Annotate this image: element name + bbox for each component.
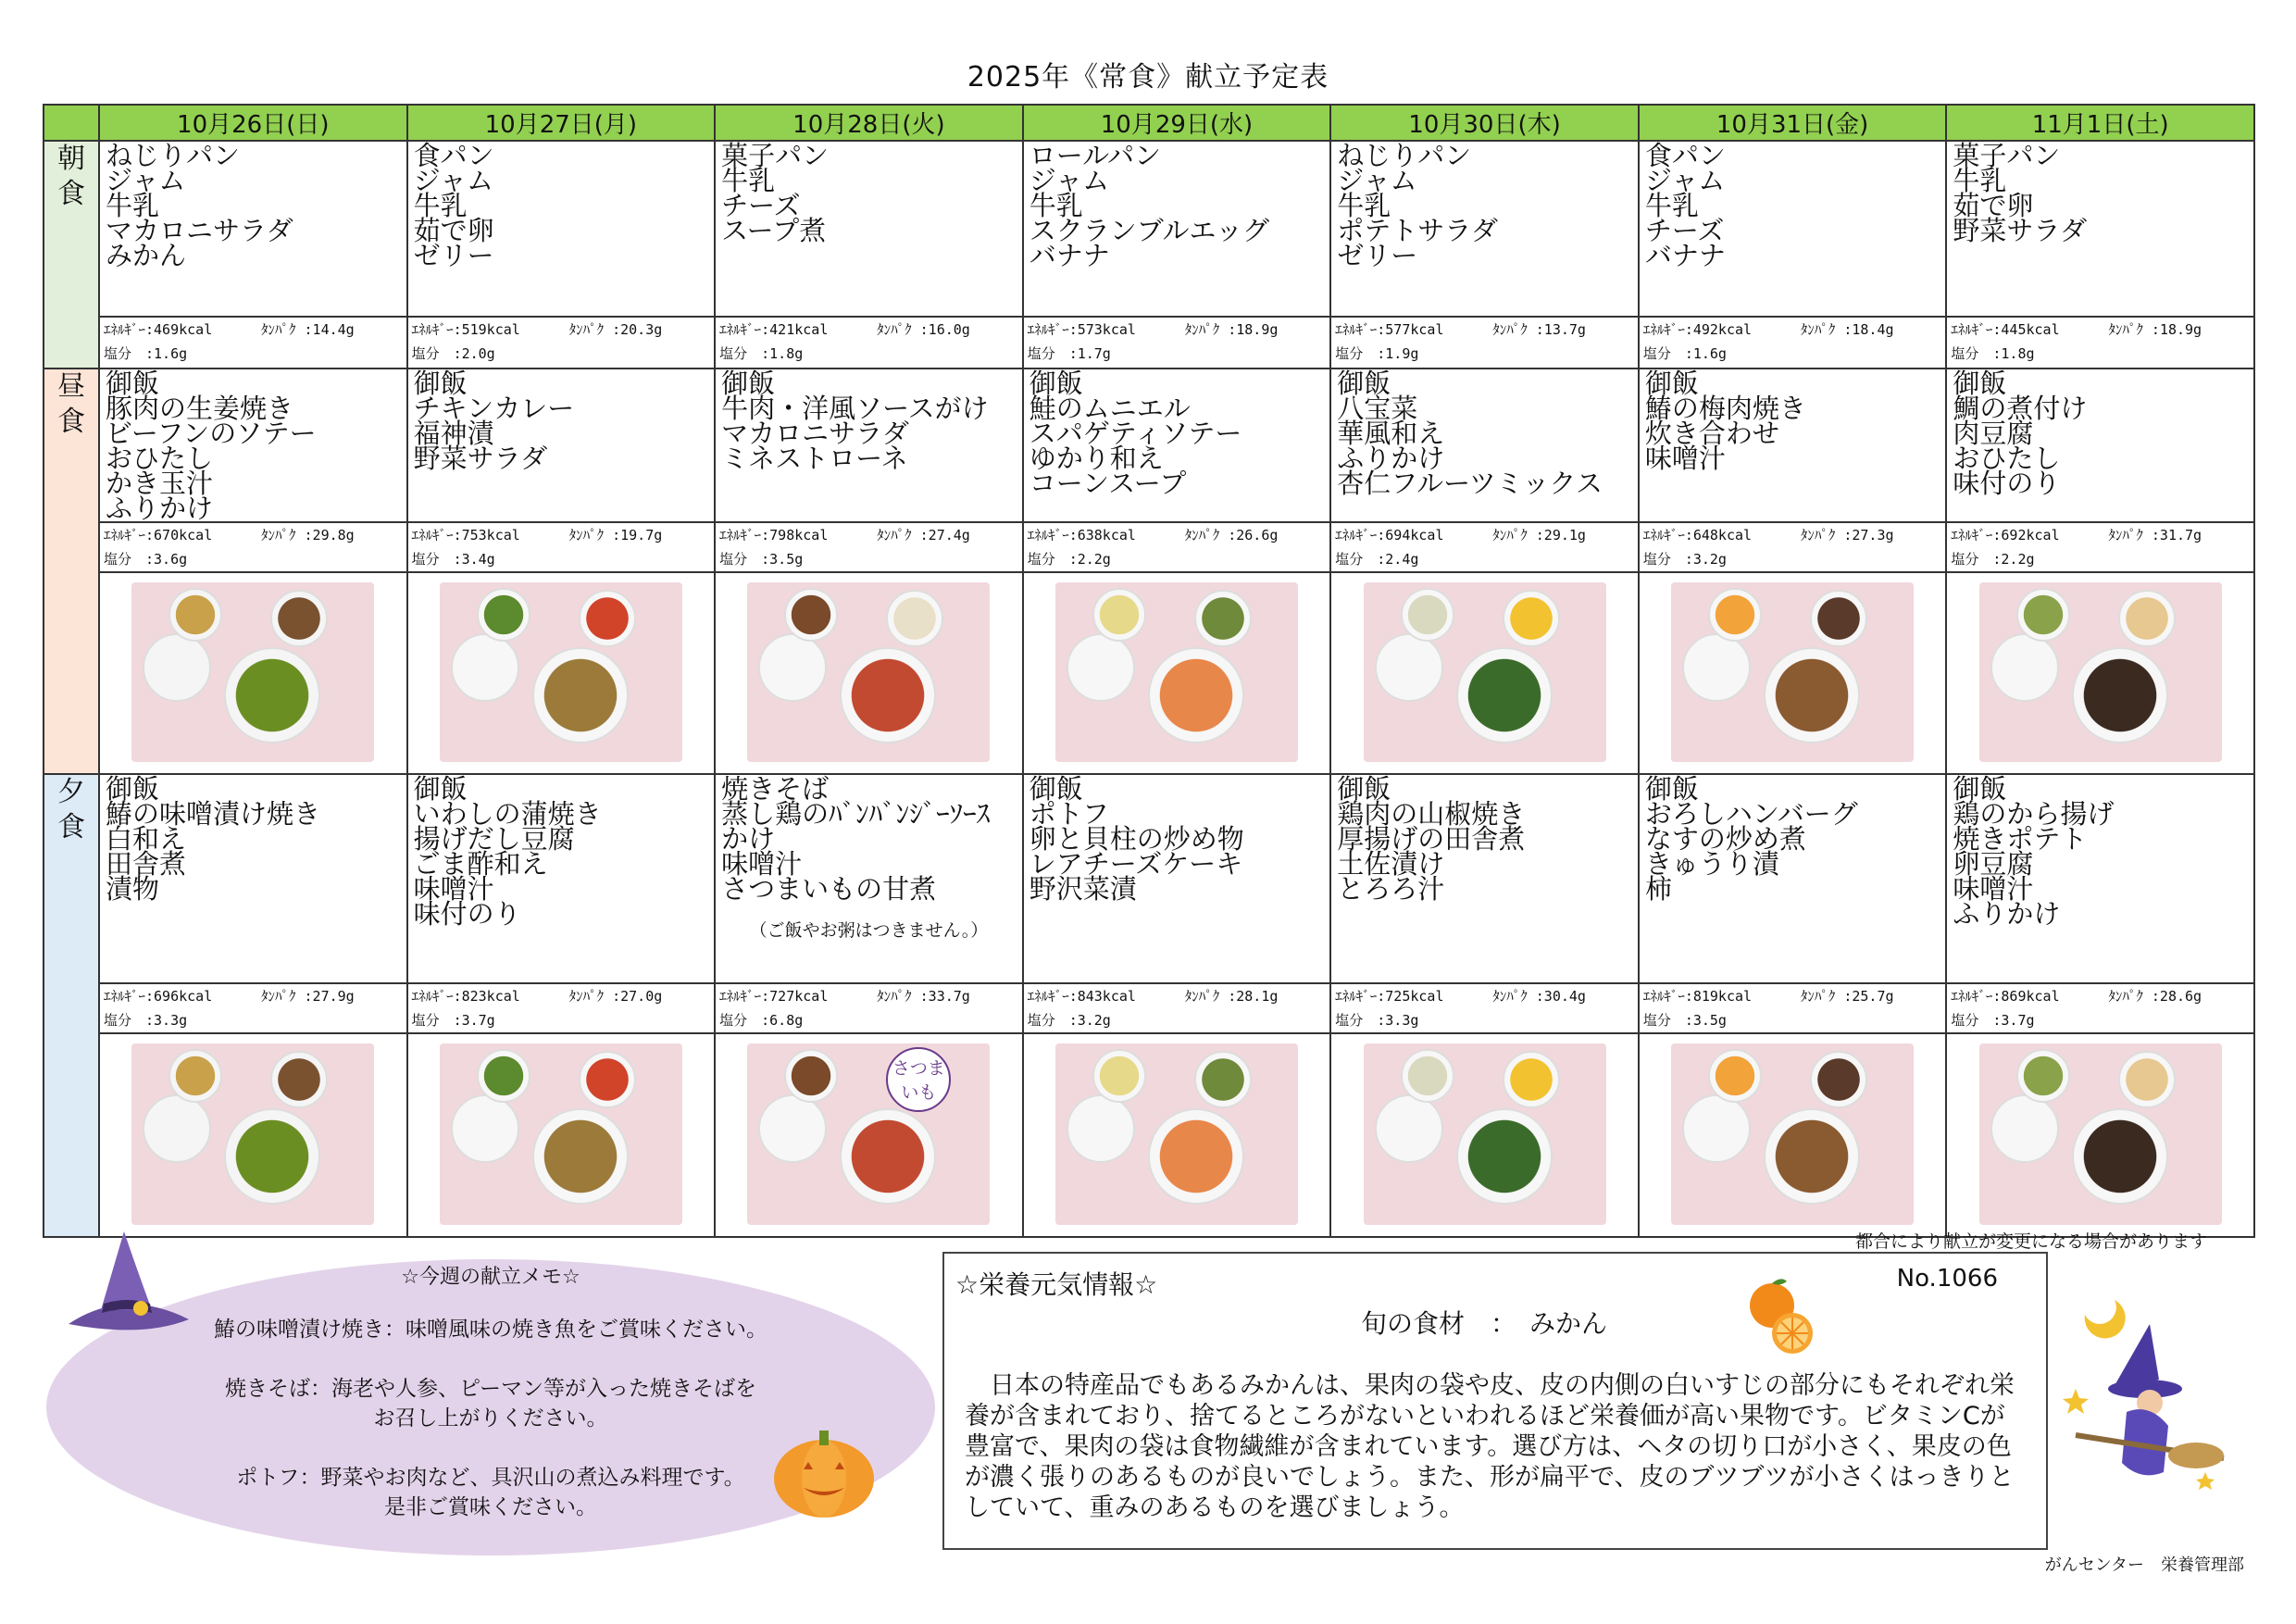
meal-photo <box>1671 582 1914 762</box>
lunch-photo-cell <box>99 572 407 774</box>
dinner-items: 御飯 鶏肉の山椒焼き 厚揚げの田舎煮 土佐漬け とろろ汁 <box>1337 773 1526 905</box>
lunch-items-cell <box>1330 369 1639 522</box>
protein-value: ﾀﾝﾊﾟｸ :20.3g <box>568 321 663 338</box>
lunch-items-cell <box>1639 369 1947 522</box>
breakfast-items-cell <box>1946 141 2254 317</box>
memo-text: 鰆の味噌漬け焼き：味噌風味の焼き魚をご賞味ください。 焼きそば：海老や人参、ピーマン等が入った焼きそばを お召し上がりください。 ポトフ：野菜やお肉など、具沢山の煮込み料理です。 是非ご賞味ください。 <box>214 1318 767 1519</box>
lunch-nutrition-cell <box>1330 522 1639 572</box>
breakfast-menu-row <box>44 141 2254 317</box>
lunch-photo-cell <box>1946 572 2254 774</box>
meal-photo <box>131 1043 374 1225</box>
protein-value: ﾀﾝﾊﾟｸ :30.4g <box>1492 988 1586 1005</box>
page-title: 2025年《常食》献立予定表 <box>967 61 1329 94</box>
lunch-items: 御飯 鰆の梅肉焼き 炊き合わせ 味噌汁 <box>1644 368 1806 474</box>
dinner-photo-cell <box>99 1033 407 1237</box>
meal-photo <box>1364 1043 1606 1225</box>
breakfast-items: 菓子パン 牛乳 茹で卵 野菜サラダ <box>1953 140 2088 246</box>
dish-image <box>1503 1051 1560 1108</box>
dish-image <box>1092 1049 1146 1103</box>
day-header: 10月30日(木) <box>1330 105 1639 141</box>
dish-image <box>1810 590 1867 647</box>
protein-value: ﾀﾝﾊﾟｸ :33.7g <box>877 988 970 1005</box>
dish-image <box>270 590 328 647</box>
dish-image <box>1682 1094 1751 1163</box>
salt-value: 塩分 :3.2g <box>1642 551 1727 568</box>
salt-value: 塩分 :1.7g <box>1027 345 1111 362</box>
lunch-nutrition-cell <box>1639 522 1947 572</box>
dish-image <box>2118 590 2176 647</box>
meal-photo <box>1055 582 1298 762</box>
protein-value: ﾀﾝﾊﾟｸ :27.4g <box>877 527 970 543</box>
energy-value: ｴﾈﾙｷﾞｰ:725kcal <box>1335 988 1444 1005</box>
protein-value: ﾀﾝﾊﾟｸ :28.6g <box>2108 988 2202 1005</box>
breakfast-items-cell <box>99 141 407 317</box>
lunch-menu-row <box>44 369 2254 522</box>
dinner-items-cell <box>715 774 1023 983</box>
dish-image <box>1990 1094 2059 1163</box>
dinner-note: （ご飯やお粥はつきません。） <box>749 920 989 941</box>
energy-value: ｴﾈﾙｷﾞｰ:823kcal <box>411 988 520 1005</box>
meal-photo <box>747 1043 990 1225</box>
dinner-nutrition-cell <box>1023 983 1331 1033</box>
dish-image <box>224 1108 320 1205</box>
dish-image <box>143 633 211 702</box>
dish-image <box>1764 647 1860 743</box>
breakfast-nutrition-row <box>44 317 2254 369</box>
salt-value: 塩分 :3.5g <box>719 551 804 568</box>
day-header: 10月26日(日) <box>99 105 407 141</box>
dish-image <box>1194 1051 1252 1108</box>
dish-image <box>758 1094 827 1163</box>
salt-value: 塩分 :3.7g <box>411 1012 495 1029</box>
dinner-items-cell <box>1639 774 1947 983</box>
energy-value: ｴﾈﾙｷﾞｰ:519kcal <box>411 321 520 338</box>
protein-value: ﾀﾝﾊﾟｸ :27.0g <box>568 988 663 1005</box>
dish-image <box>168 588 222 642</box>
dish-image <box>1148 1108 1244 1205</box>
lunch-items: 御飯 牛肉・洋風ソースがけ マカロニサラダ ミネストローネ <box>721 368 989 474</box>
salt-value: 塩分 :2.2g <box>1027 551 1111 568</box>
dish-image <box>2118 1051 2176 1108</box>
meal-photo <box>1979 582 2222 762</box>
energy-value: ｴﾈﾙｷﾞｰ:469kcal <box>104 321 213 338</box>
protein-value: ﾀﾝﾊﾟｸ :31.7g <box>2108 527 2202 543</box>
dish-image <box>1092 588 1146 642</box>
date-header-row <box>44 105 2254 141</box>
dish-image <box>886 590 943 647</box>
meal-photo <box>131 582 374 762</box>
dinner-items: 御飯 鶏のから揚げ 焼きポテト 卵豆腐 味噌汁 ふりかけ <box>1953 773 2115 930</box>
meal-photo <box>1671 1043 1914 1225</box>
dinner-photo-cell <box>1639 1033 1947 1237</box>
dish-image <box>2016 1049 2070 1103</box>
lunch-photo-cell <box>1639 572 1947 774</box>
lunch-nutrition-cell <box>1023 522 1331 572</box>
info-number: No.1066 <box>1896 1265 1998 1293</box>
dish-image <box>1990 633 2059 702</box>
dinner-items-cell <box>407 774 716 983</box>
salt-value: 塩分 :2.4g <box>1335 551 1419 568</box>
breakfast-items-cell <box>1023 141 1331 317</box>
lunch-nutrition-cell <box>1946 522 2254 572</box>
lunch-nutrition-cell <box>99 522 407 572</box>
salt-value: 塩分 :3.7g <box>1951 1012 2035 1029</box>
dinner-photo-cell <box>1946 1033 2254 1237</box>
dish-image <box>1148 647 1244 743</box>
dinner-nutrition-cell <box>1946 983 2254 1033</box>
day-header: 10月31日(金) <box>1639 105 1947 141</box>
protein-value: ﾀﾝﾊﾟｸ :29.8g <box>261 527 355 543</box>
lunch-items: 御飯 鯛の煮付け 肉豆腐 おひたし 味付のり <box>1953 368 2088 499</box>
lunch-photo-cell <box>1023 572 1331 774</box>
protein-value: ﾀﾝﾊﾟｸ :28.1g <box>1184 988 1279 1005</box>
protein-value: ﾀﾝﾊﾟｸ :18.9g <box>2108 321 2202 338</box>
salt-value: 塩分 :2.2g <box>1951 551 2035 568</box>
energy-value: ｴﾈﾙｷﾞｰ:843kcal <box>1027 988 1136 1005</box>
dinner-nutrition-cell <box>715 983 1023 1033</box>
salt-value: 塩分 :1.8g <box>1951 345 2035 362</box>
day-header: 10月28日(火) <box>715 105 1023 141</box>
dish-image <box>168 1049 222 1103</box>
lunch-label: 昼 食 <box>44 369 99 774</box>
info-title: ☆栄養元気情報☆ <box>955 1269 1158 1300</box>
protein-value: ﾀﾝﾊﾟｸ :26.6g <box>1184 527 1279 543</box>
dinner-items-cell <box>99 774 407 983</box>
dish-image <box>477 588 530 642</box>
dish-image <box>1764 1108 1860 1205</box>
nutrition-info-box <box>942 1252 2048 1550</box>
salt-value: 塩分 :2.0g <box>411 345 495 362</box>
protein-value: ﾀﾝﾊﾟｸ :14.4g <box>261 321 355 338</box>
breakfast-items-cell <box>407 141 716 317</box>
energy-value: ｴﾈﾙｷﾞｰ:753kcal <box>411 527 520 543</box>
salt-value: 塩分 :3.5g <box>1642 1012 1727 1029</box>
protein-value: ﾀﾝﾊﾟｸ :29.1g <box>1492 527 1586 543</box>
day-header: 10月29日(水) <box>1023 105 1331 141</box>
dinner-nutrition-cell <box>1639 983 1947 1033</box>
salt-value: 塩分 :1.8g <box>719 345 804 362</box>
dish-image <box>1456 1108 1553 1205</box>
dinner-items: 焼きそば 蒸し鶏のﾊﾞﾝﾊﾞﾝｼﾞｰｿｰｽかけ 味噌汁 さつまいもの甘煮 <box>721 773 991 905</box>
salt-value: 塩分 :6.8g <box>719 1012 804 1029</box>
lunch-items: 御飯 豚肉の生姜焼き ビーフンのソテー おひたし かき玉汁 ふりかけ <box>106 368 317 524</box>
dish-image <box>451 633 519 702</box>
dish-image <box>477 1049 530 1103</box>
dinner-nutrition-cell <box>1330 983 1639 1033</box>
dish-image <box>143 1094 211 1163</box>
salt-value: 塩分 :3.3g <box>104 1012 188 1029</box>
breakfast-items: ロールパン ジャム 牛乳 スクランブルエッグ バナナ <box>1029 140 1269 271</box>
energy-value: ｴﾈﾙｷﾞｰ:492kcal <box>1642 321 1753 338</box>
menu-table <box>43 104 2255 1238</box>
lunch-items-cell <box>99 369 407 522</box>
breakfast-items: ねじりパン ジャム 牛乳 マカロニサラダ みかん <box>106 140 293 271</box>
dish-image <box>1708 588 1762 642</box>
energy-value: ｴﾈﾙｷﾞｰ:445kcal <box>1951 321 2060 338</box>
breakfast-items-cell <box>715 141 1023 317</box>
dish-image <box>2072 647 2168 743</box>
energy-value: ｴﾈﾙｷﾞｰ:573kcal <box>1027 321 1136 338</box>
weekly-memo <box>46 1222 935 1565</box>
protein-value: ﾀﾝﾊﾟｸ :19.7g <box>568 527 663 543</box>
energy-value: ｴﾈﾙｷﾞｰ:869kcal <box>1951 988 2060 1005</box>
dinner-items: 御飯 ポトフ 卵と貝柱の炒め物 レアチーズケーキ 野沢菜漬 <box>1029 773 1244 905</box>
lunch-nutrition-row <box>44 522 2254 572</box>
breakfast-items-cell <box>1639 141 1947 317</box>
energy-value: ｴﾈﾙｷﾞｰ:648kcal <box>1642 527 1753 543</box>
meal-photo <box>1055 1043 1298 1225</box>
dish-image <box>270 1051 328 1108</box>
salt-value: 塩分 :1.6g <box>1642 345 1727 362</box>
salt-value: 塩分 :3.6g <box>104 551 188 568</box>
change-notice: 都合により献立が変更になる場合があります <box>1854 1231 2207 1252</box>
day-header: 11月1日(土) <box>1946 105 2254 141</box>
salt-value: 塩分 :1.9g <box>1335 345 1419 362</box>
meal-photo <box>1364 582 1606 762</box>
meal-photo <box>440 582 682 762</box>
energy-value: ｴﾈﾙｷﾞｰ:670kcal <box>104 527 213 543</box>
mandarin-orange-icon <box>1744 1276 1818 1359</box>
dish-image <box>2072 1108 2168 1205</box>
lunch-photo-cell <box>1330 572 1639 774</box>
lunch-photo-cell <box>407 572 716 774</box>
lunch-photo-row <box>44 572 2254 774</box>
dish-image <box>784 588 838 642</box>
energy-value: ｴﾈﾙｷﾞｰ:798kcal <box>719 527 829 543</box>
breakfast-label: 朝 食 <box>44 141 99 369</box>
dinner-menu-row <box>44 774 2254 983</box>
breakfast-items: 食パン ジャム 牛乳 チーズ バナナ <box>1644 140 1726 271</box>
seasonal-food: 旬の食材 ： みかん <box>1361 1308 1608 1339</box>
energy-value: ｴﾈﾙｷﾞｰ:694kcal <box>1335 527 1444 543</box>
breakfast-nutrition-cell <box>1330 317 1639 369</box>
dish-image <box>1067 633 1135 702</box>
breakfast-items: 食パン ジャム 牛乳 茹で卵 ゼリー <box>413 140 494 271</box>
day-header: 10月27日(月) <box>407 105 716 141</box>
energy-value: ｴﾈﾙｷﾞｰ:819kcal <box>1642 988 1753 1005</box>
meal-photo <box>1979 1043 2222 1225</box>
lunch-items: 御飯 八宝菜 華風和え ふりかけ 杏仁フルーツミックス <box>1337 368 1603 499</box>
dinner-photo-cell <box>1330 1033 1639 1237</box>
breakfast-items-cell <box>1330 141 1639 317</box>
dish-image <box>1708 1049 1762 1103</box>
breakfast-nutrition-cell <box>715 317 1023 369</box>
footer-department: がんセンター 栄養管理部 <box>2044 1555 2244 1575</box>
dish-image <box>451 1094 519 1163</box>
dish-image <box>1401 1049 1454 1103</box>
energy-value: ｴﾈﾙｷﾞｰ:692kcal <box>1951 527 2060 543</box>
dish-image <box>1194 590 1252 647</box>
dish-image <box>1401 588 1454 642</box>
dinner-photo-row <box>44 1033 2254 1237</box>
breakfast-nutrition-cell <box>407 317 716 369</box>
pumpkin-icon <box>768 1421 880 1523</box>
protein-value: ﾀﾝﾊﾟｸ :16.0g <box>877 321 970 338</box>
salt-value: 塩分 :3.3g <box>1335 1012 1419 1029</box>
lunch-items: 御飯 チキンカレー 福神漬 野菜サラダ <box>413 368 575 474</box>
energy-value: ｴﾈﾙｷﾞｰ:577kcal <box>1335 321 1444 338</box>
breakfast-nutrition-cell <box>1639 317 1947 369</box>
lunch-items-cell <box>1946 369 2254 522</box>
dish-image <box>1682 633 1751 702</box>
lunch-items-cell <box>1023 369 1331 522</box>
witch-on-broom-icon <box>2057 1287 2233 1518</box>
dinner-items: 御飯 鰆の味噌漬け焼き 白和え 田舎煮 漬物 <box>106 773 321 905</box>
dish-image <box>1375 1094 1443 1163</box>
lunch-items-cell <box>715 369 1023 522</box>
dish-image <box>1810 1051 1867 1108</box>
lunch-items-cell <box>407 369 716 522</box>
dinner-items: 御飯 おろしハンバーグ なすの炒め煮 きゅうり漬 柿 <box>1644 773 1858 905</box>
dish-image <box>784 1049 838 1103</box>
dish-image <box>1456 647 1553 743</box>
dish-image <box>1375 633 1443 702</box>
dinner-photo-cell <box>407 1033 716 1237</box>
energy-value: ｴﾈﾙｷﾞｰ:727kcal <box>719 988 829 1005</box>
breakfast-nutrition-cell <box>1946 317 2254 369</box>
dish-image <box>224 647 320 743</box>
dish-image <box>758 633 827 702</box>
protein-value: ﾀﾝﾊﾟｸ :18.9g <box>1184 321 1279 338</box>
energy-value: ｴﾈﾙｷﾞｰ:638kcal <box>1027 527 1136 543</box>
header-corner <box>44 105 99 141</box>
lunch-nutrition-cell <box>407 522 716 572</box>
protein-value: ﾀﾝﾊﾟｸ :25.7g <box>1800 988 1894 1005</box>
energy-value: ｴﾈﾙｷﾞｰ:421kcal <box>719 321 829 338</box>
dinner-items: 御飯 いわしの蒲焼き 揚げだし豆腐 ごま酢和え 味噌汁 味付のり <box>413 773 602 930</box>
protein-value: ﾀﾝﾊﾟｸ :27.3g <box>1800 527 1894 543</box>
dish-image <box>1503 590 1560 647</box>
memo-title: ☆今週の献立メモ☆ <box>401 1266 580 1289</box>
dinner-items-cell <box>1946 774 2254 983</box>
dish-image <box>1067 1094 1135 1163</box>
dinner-label: 夕 食 <box>44 774 99 1237</box>
dinner-items-cell <box>1330 774 1639 983</box>
lunch-items: 御飯 鮭のムニエル スパゲティソテー ゆかり和え コーンスープ <box>1029 368 1242 499</box>
dish-image <box>579 1051 636 1108</box>
breakfast-nutrition-cell <box>99 317 407 369</box>
dinner-nutrition-cell <box>99 983 407 1033</box>
salt-value: 塩分 :3.2g <box>1027 1012 1111 1029</box>
dish-image <box>532 647 629 743</box>
breakfast-items: ねじりパン ジャム 牛乳 ポテトサラダ ゼリー <box>1337 140 1498 271</box>
dinner-photo-cell <box>1023 1033 1331 1237</box>
protein-value: ﾀﾝﾊﾟｸ :18.4g <box>1800 321 1894 338</box>
info-body: 日本の特産品でもあるみかんは、果肉の袋や皮、皮の内側の白いすじの部分にもそれぞれ栄養が含まれており、捨てるところがないといわれるほど栄養価が高い果物です。ビタミンCが豊富で、果肉の袋は食物繊維が含まれています。選び方は、ヘタの切り口が小さく、果皮の色が濃く張りのあるものが良いでしょう。また、形が扁平で、皮のブツブツが小さくはっきりとしていて、重みのあるものを選びましょう。 <box>965 1371 2015 1522</box>
salt-value: 塩分 :3.4g <box>411 551 495 568</box>
protein-value: ﾀﾝﾊﾟｸ :27.9g <box>261 988 355 1005</box>
dish-image <box>532 1108 629 1205</box>
dish-image <box>2016 588 2070 642</box>
dinner-nutrition-row <box>44 983 2254 1033</box>
dinner-nutrition-cell <box>407 983 716 1033</box>
lunch-photo-cell <box>715 572 1023 774</box>
breakfast-nutrition-cell <box>1023 317 1331 369</box>
protein-value: ﾀﾝﾊﾟｸ :13.7g <box>1492 321 1586 338</box>
energy-value: ｴﾈﾙｷﾞｰ:696kcal <box>104 988 213 1005</box>
lunch-nutrition-cell <box>715 522 1023 572</box>
breakfast-items: 菓子パン 牛乳 チーズ スープ煮 <box>721 140 830 246</box>
sweet-potato-badge: さつま いも <box>886 1047 951 1112</box>
dish-image <box>840 1108 936 1205</box>
meal-photo <box>440 1043 682 1225</box>
dinner-photo-cell <box>715 1033 1023 1237</box>
meal-photo <box>747 582 990 762</box>
dish-image <box>840 647 936 743</box>
salt-value: 塩分 :1.6g <box>104 345 188 362</box>
dish-image <box>579 590 636 647</box>
dinner-items-cell <box>1023 774 1331 983</box>
